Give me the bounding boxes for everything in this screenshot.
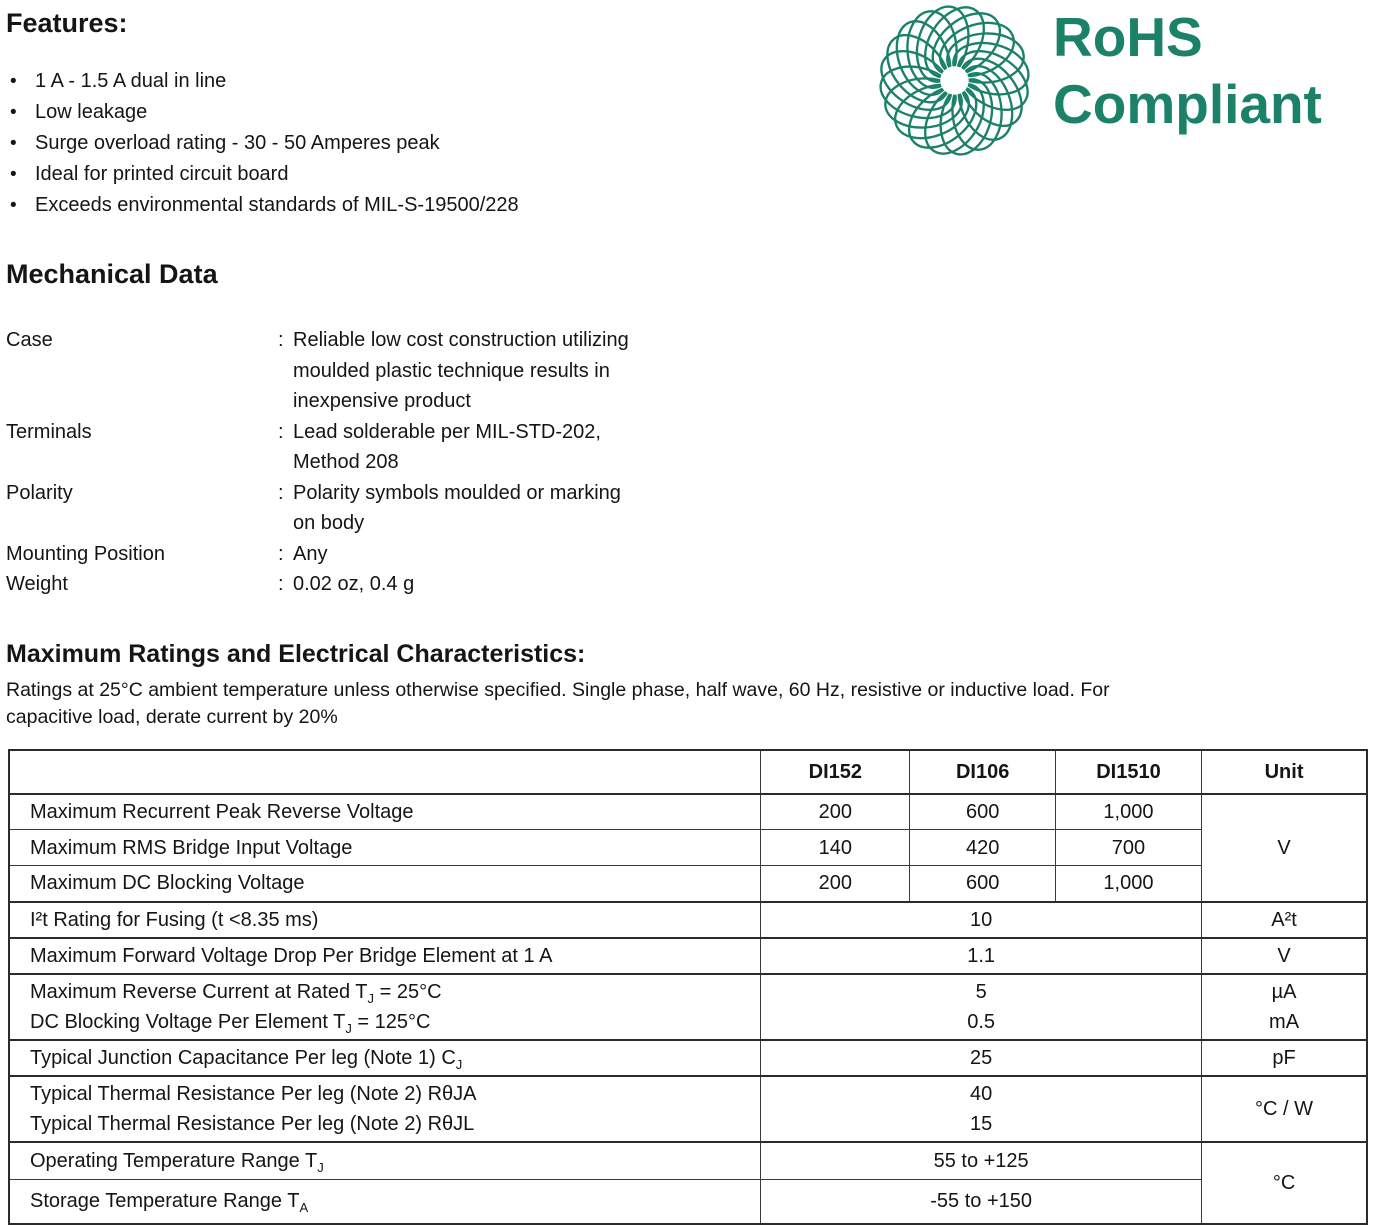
ratings-note xyxy=(6,677,1393,731)
rohs-line2: Compliant xyxy=(1053,73,1322,135)
list-item xyxy=(10,190,1393,221)
mechanical-row xyxy=(6,569,1393,600)
cell-di1510: 700 xyxy=(1055,830,1201,866)
column-header-di106: DI106 xyxy=(910,750,1055,794)
subscript: J xyxy=(317,1159,324,1175)
label-text: = 25°C xyxy=(374,980,442,1003)
table-row xyxy=(9,866,1367,902)
cell-value: -55 to +150 xyxy=(761,1180,1202,1224)
bullet-icon: • xyxy=(10,102,17,123)
mechanical-row xyxy=(6,539,1393,570)
cell-unit: °C xyxy=(1202,1142,1367,1224)
row-label xyxy=(9,1180,761,1224)
bullet-icon: • xyxy=(10,195,17,216)
label-text: DC Blocking Voltage Per Element T xyxy=(30,1010,346,1033)
colon: : xyxy=(278,329,284,351)
table-row xyxy=(9,1076,1367,1142)
ratings-heading: Maximum Ratings and Electrical Characteristics: xyxy=(6,639,586,668)
mechanical-value xyxy=(293,569,414,600)
mechanical-value xyxy=(293,478,621,539)
row-label xyxy=(9,1076,761,1142)
colon: : xyxy=(278,542,284,565)
label-text: Typical Junction Capacitance Per leg (Note 1) C xyxy=(30,1046,456,1069)
table-header-row xyxy=(9,750,1367,794)
value-line: Polarity symbols moulded or marking xyxy=(293,481,621,504)
row-label: Maximum Recurrent Peak Reverse Voltage xyxy=(9,794,761,830)
mechanical-value xyxy=(293,325,629,417)
cell-unit: A²t xyxy=(1202,902,1367,938)
table-row xyxy=(9,974,1367,1040)
mechanical-label: Case xyxy=(6,329,53,351)
table-row xyxy=(9,938,1367,974)
row-label: Maximum Forward Voltage Drop Per Bridge Element at 1 A xyxy=(9,938,761,974)
table-row xyxy=(9,902,1367,938)
cell-unit: V xyxy=(1202,794,1367,902)
cell-di106: 420 xyxy=(910,830,1055,866)
colon: : xyxy=(278,420,284,443)
mechanical-label: Polarity xyxy=(6,481,73,504)
cell-di152: 200 xyxy=(761,794,910,830)
column-header-di152: DI152 xyxy=(761,750,910,794)
bullet-icon: • xyxy=(10,71,17,92)
value-line: Method 208 xyxy=(293,451,399,473)
feature-text: Surge overload rating - 30 - 50 Amperes peak xyxy=(35,132,440,154)
column-header-parameter xyxy=(9,750,761,794)
rohs-compliant-label xyxy=(1053,4,1322,138)
value-line: 15 xyxy=(970,1112,993,1135)
rohs-logo xyxy=(876,2,1322,159)
mechanical-row xyxy=(6,478,1393,539)
table-row xyxy=(9,1142,1367,1180)
value-line: 0.02 oz, 0.4 g xyxy=(293,573,415,595)
row-label: Maximum RMS Bridge Input Voltage xyxy=(9,830,761,866)
mechanical-label: Weight xyxy=(6,573,68,595)
feature-text: Ideal for printed circuit board xyxy=(35,163,289,185)
cell-di1510: 1,000 xyxy=(1055,866,1201,902)
label-line: Typical Thermal Resistance Per leg (Note 2) RθJA xyxy=(30,1082,477,1105)
column-header-unit: Unit xyxy=(1202,750,1367,794)
list-item xyxy=(10,159,1393,190)
subscript: J xyxy=(367,990,375,1006)
colon: : xyxy=(278,573,284,595)
cell-unit: pF xyxy=(1202,1040,1367,1076)
feature-text: Low leakage xyxy=(35,101,148,123)
label-text: Storage Temperature Range T xyxy=(30,1190,300,1213)
label-text: Operating Temperature Range T xyxy=(30,1149,318,1172)
cell-di106: 600 xyxy=(910,794,1055,830)
mechanical-label: Terminals xyxy=(6,420,92,443)
subscript: J xyxy=(455,1056,463,1072)
cell-value: 10 xyxy=(761,902,1202,938)
unit-line: µA xyxy=(1271,980,1297,1003)
feature-text: 1 A - 1.5 A dual in line xyxy=(35,70,227,92)
mechanical-label: Mounting Position xyxy=(6,542,165,565)
cell-di1510: 1,000 xyxy=(1055,794,1201,830)
mechanical-value xyxy=(293,539,327,570)
row-label xyxy=(9,974,761,1040)
bullet-icon: • xyxy=(10,164,17,185)
table-row xyxy=(9,1180,1367,1224)
cell-unit: V xyxy=(1202,938,1367,974)
feature-text: Exceeds environmental standards of MIL-S-19500/228 xyxy=(35,194,519,216)
colon: : xyxy=(278,481,284,504)
rohs-flower-icon xyxy=(876,2,1033,159)
row-label: I²t Rating for Fusing (t <8.35 ms) xyxy=(9,902,761,938)
mechanical-row xyxy=(6,417,1393,478)
unit-line: mA xyxy=(1269,1010,1300,1033)
mechanical-data-heading: Mechanical Data xyxy=(6,259,218,289)
value-line: Lead solderable per MIL-STD-202, xyxy=(293,420,601,443)
cell-value: 25 xyxy=(761,1040,1202,1076)
value-line: Any xyxy=(293,542,328,565)
ratings-table xyxy=(8,749,1368,1225)
row-label: Maximum DC Blocking Voltage xyxy=(9,866,761,902)
value-line: moulded plastic technique results in xyxy=(293,359,610,382)
column-header-di1510: DI1510 xyxy=(1055,750,1201,794)
subscript: A xyxy=(299,1200,309,1216)
table-row xyxy=(9,794,1367,830)
table-row xyxy=(9,830,1367,866)
label-line: Typical Thermal Resistance Per leg (Note 2) RθJL xyxy=(30,1112,475,1135)
mechanical-data-list xyxy=(6,325,1393,600)
value-line: 40 xyxy=(970,1082,993,1105)
value-line: inexpensive product xyxy=(293,390,471,412)
note-line: Ratings at 25°C ambient temperature unless otherwise specified. Single phase, half wave, 60 Hz, resistive or inductive load. For xyxy=(6,678,1110,701)
cell-di152: 200 xyxy=(761,866,910,902)
label-text: Maximum Reverse Current at Rated T xyxy=(30,980,368,1003)
features-heading: Features: xyxy=(6,8,128,38)
cell-value: 55 to +125 xyxy=(761,1142,1202,1180)
row-label xyxy=(9,1142,761,1180)
cell-di152: 140 xyxy=(761,830,910,866)
row-label xyxy=(9,1040,761,1076)
bullet-icon: • xyxy=(10,133,17,154)
cell-unit xyxy=(1202,974,1367,1040)
cell-value xyxy=(761,1076,1202,1142)
label-line xyxy=(30,1007,754,1037)
rohs-line1: RoHS xyxy=(1053,6,1203,68)
value-line: on body xyxy=(293,512,365,534)
note-line: capacitive load, derate current by 20% xyxy=(6,705,338,728)
label-text: = 125°C xyxy=(351,1010,431,1033)
label-line xyxy=(30,977,754,1007)
cell-value xyxy=(761,974,1202,1040)
subscript: J xyxy=(345,1020,352,1036)
cell-value: 1.1 xyxy=(761,938,1202,974)
cell-unit: °C / W xyxy=(1202,1076,1367,1142)
table-row xyxy=(9,1040,1367,1076)
value-line: Reliable low cost construction utilizing xyxy=(293,329,629,351)
mechanical-value xyxy=(293,417,601,478)
value-line: 5 xyxy=(975,980,987,1003)
mechanical-row xyxy=(6,325,1393,417)
cell-di106: 600 xyxy=(910,866,1055,902)
value-line: 0.5 xyxy=(967,1010,996,1033)
